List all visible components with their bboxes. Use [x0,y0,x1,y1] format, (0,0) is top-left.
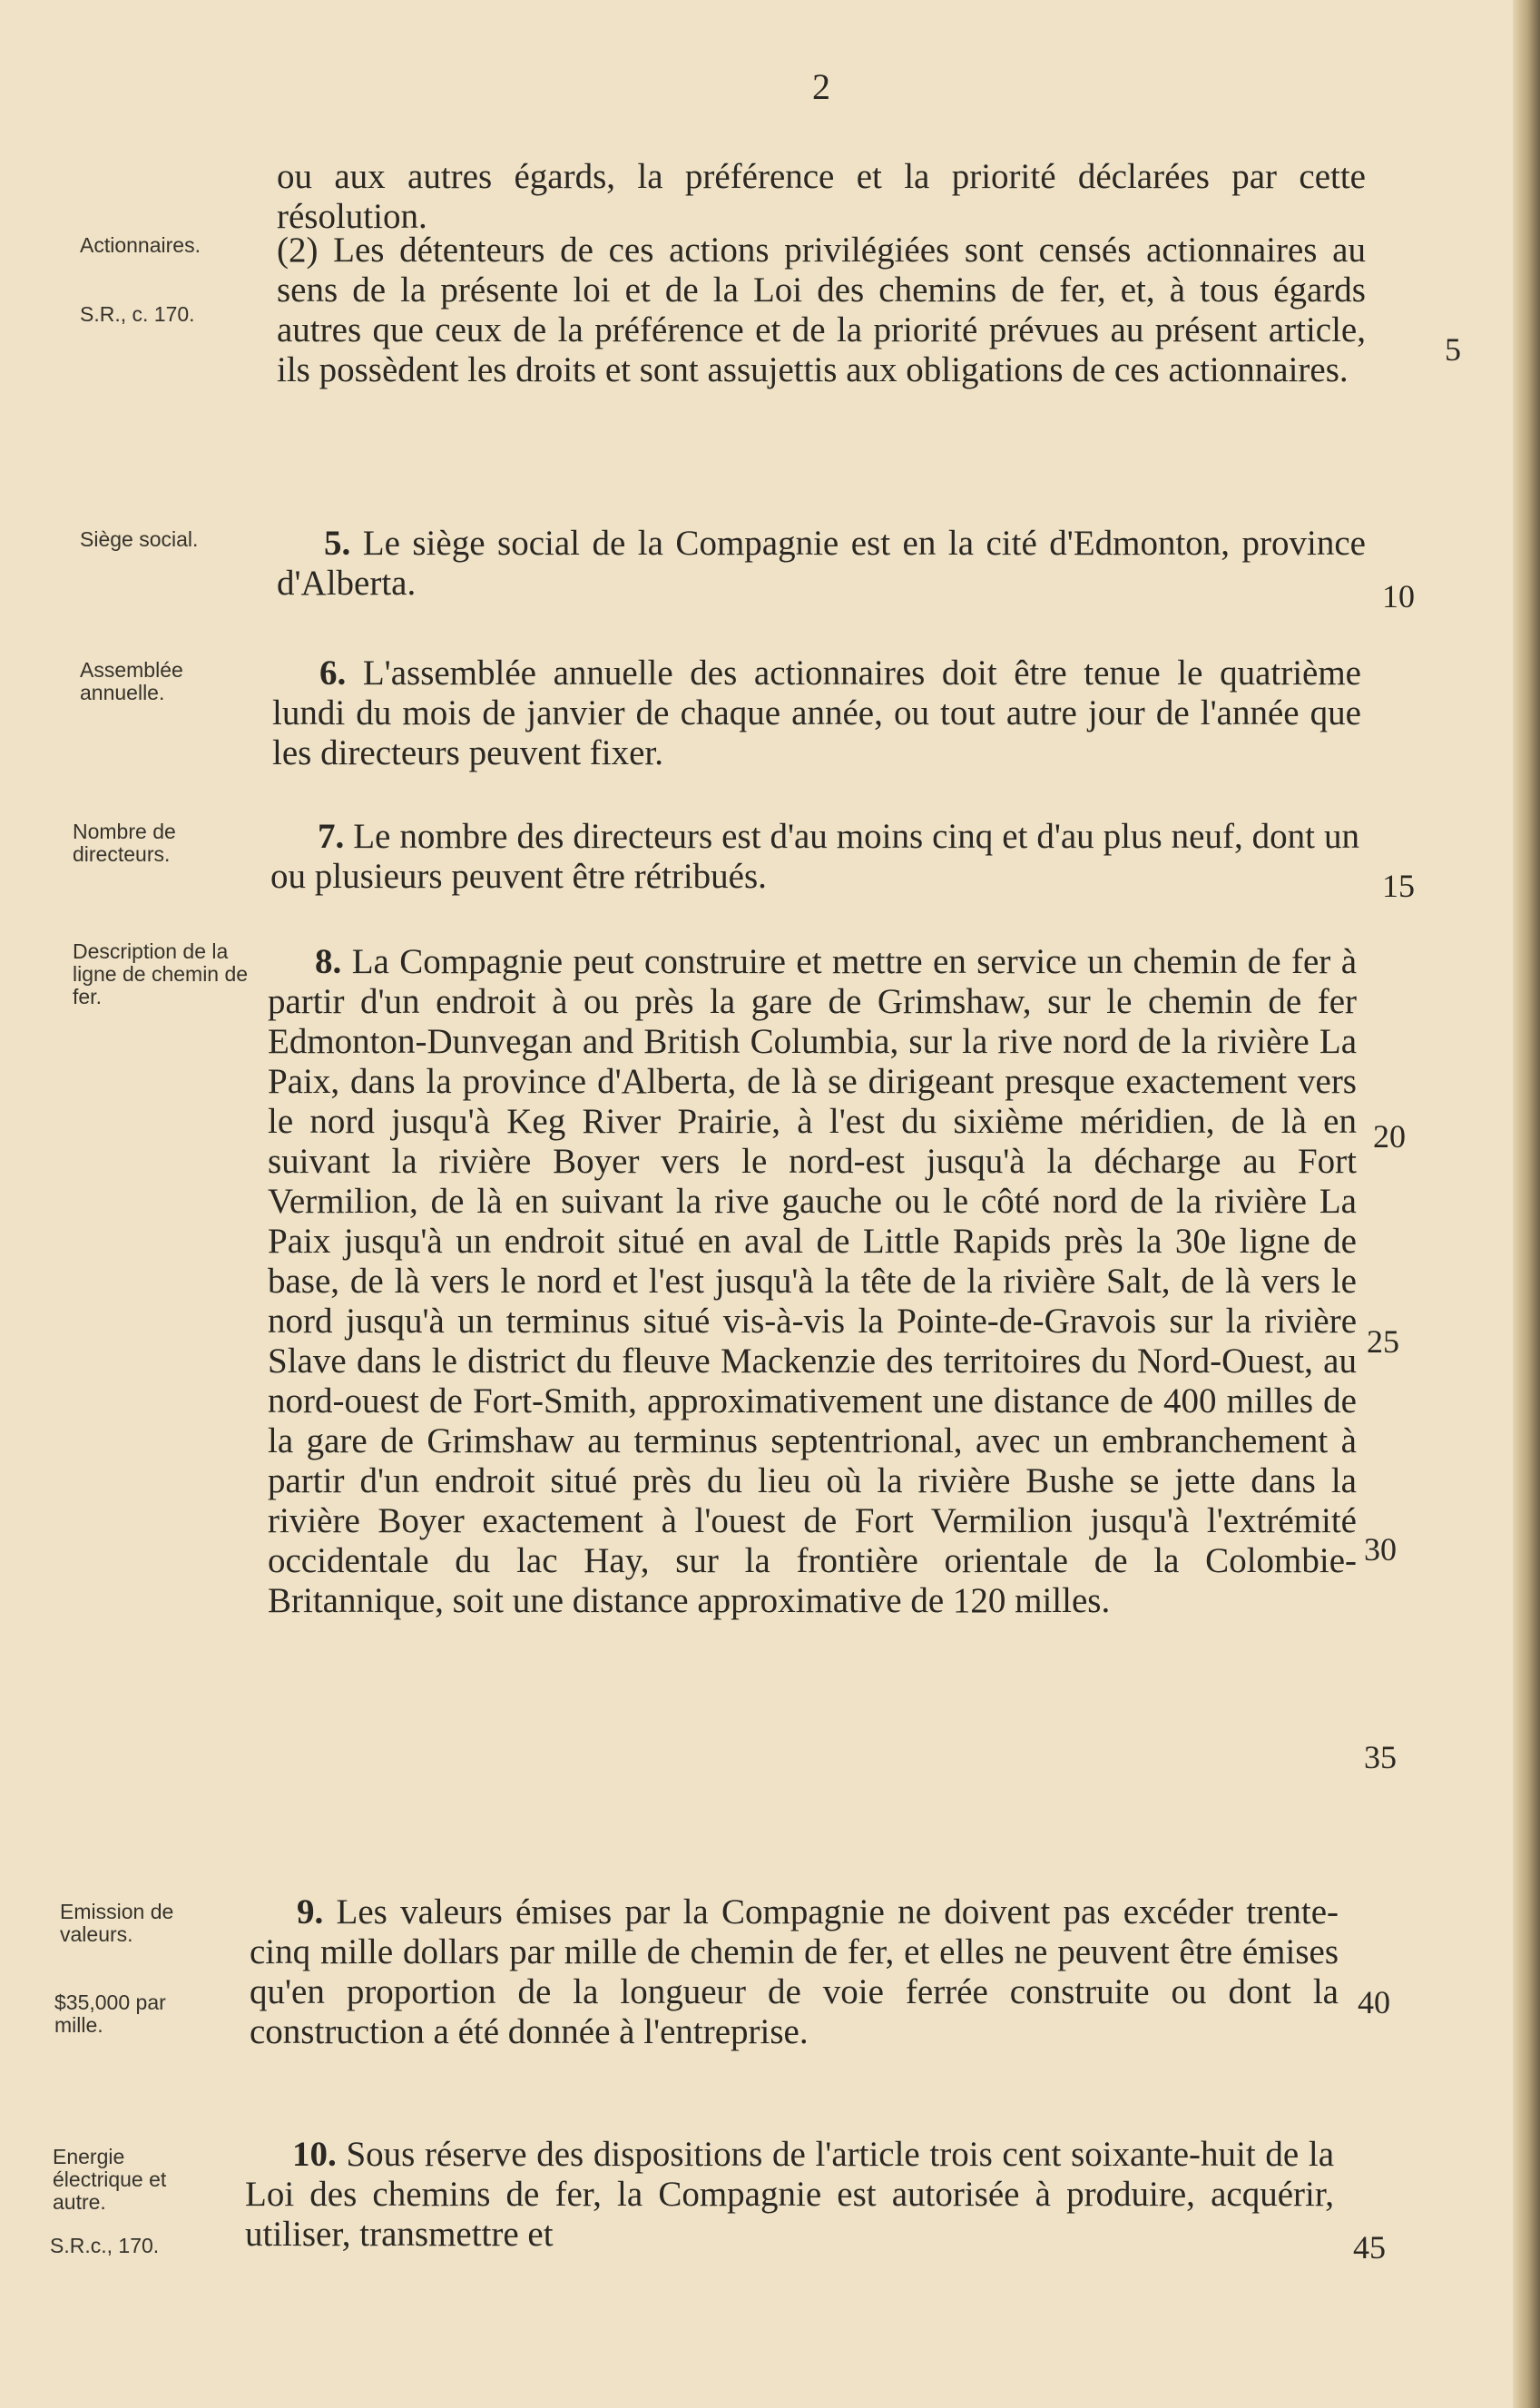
paragraph-text: L'assemblée annuelle des actionnaires doit être tenue le quatrième lundi du mois de janvier de chaque année, ou tout autre jour de l'année que les directeurs peuvent fixer. [272,654,1361,772]
article-number: 9. [297,1892,324,1931]
line-number: 15 [1382,868,1415,904]
paragraph-continuation [277,157,1366,237]
paragraph-body [277,524,1366,604]
article-number: 7. [318,817,345,856]
paragraph-text: Sous réserve des dispositions de l'article trois cent soixante-huit de la Loi des chemins de fer, la Compagnie est autorisée à produire, acquérir, utiliser, transmettre et [245,2135,1335,2254]
paragraph-text: Le nombre des directeurs est d'au moins cinq et d'au plus neuf, dont un ou plusieurs peuvent être rétribués. [270,817,1359,896]
paragraph-text: (2) Les détenteurs de ces actions privilégiées sont censés actionnaires au sens de la présente loi et de la Loi des chemins de fer, et, à tous égards autres que ceux de la préférence et de la priorité prévues au présent article, ils possèdent les droits et sont assujettis aux obligations de ces actionnaires. [277,231,1366,389]
paragraph-body [270,817,1359,897]
margin-note-siege-social: Siège social. [80,527,199,551]
paragraph-article-5 [277,524,1366,604]
paragraph-text: Le siège social de la Compagnie est en la cité d'Edmonton, province d'Alberta. [277,524,1366,603]
page-number: 2 [812,66,830,107]
paragraph-body [268,942,1357,1621]
paragraph-text: La Compagnie peut construire et mettre en service un chemin de fer à partir d'un endroit à ou près la gare de Grimshaw, sur le chemin de fer Edmonton-Dunvegan and British Columbia, sur la rive nord de la rivière La Paix, dans la province d'Alberta, de là se dirigeant presque exactement vers le nord jusqu'à Keg River Prairie, à l'est du sixième méridien, de là en suivant la rivière Boyer vers le nord-est jusqu'à la décharge au Fort Vermilion, de là en suivant la rive gauche ou le côté nord de la rivière La Paix jusqu'à un endroit situé en aval de Little Rapids près la 30e ligne de base, de là vers le nord et l'est jusqu'à la tête de la rivière Salt, de là vers le nord jusqu'à un terminus situé vis-à-vis la Pointe-de-Gravois sur la rivière Slave dans le district du fleuve Mackenzie des territoires du Nord-Ouest, au nord-ouest de Fort-Smith, approximativement une distance de 400 milles de la gare de Grimshaw au terminus septentrional, avec un embranchement à partir d'un endroit situé près du lieu où la rivière Bushe se jette dans la rivière Boyer exactement à l'ouest de Fort Vermilion jusqu'à l'extrémité occidentale du lac Hay, sur la frontière orientale de la Colombie-Britannique, soit une distance approximative de 120 milles. [268,942,1357,1620]
paragraph-article-9 [250,1892,1339,2052]
article-number: 5. [324,524,351,563]
paragraph-body [250,1892,1339,2052]
line-number: 25 [1367,1323,1399,1360]
line-number: 40 [1358,1984,1390,2020]
margin-note-montant-par-mille: $35,000 par mille. [54,1990,166,2037]
line-number: 30 [1364,1531,1397,1568]
margin-note-emission-valeurs: Emission de valeurs. [60,1900,174,1946]
article-number: 10. [292,2135,337,2174]
margin-note-assemblee-annuelle: Assemblée annuelle. [80,658,183,704]
paragraph-body [272,654,1361,773]
margin-note-actionnaires: Actionnaires. [80,233,201,257]
paragraph-text: Les valeurs émises par la Compagnie ne doivent pas excéder trente-cinq mille dollars par mille de chemin de fer, et elles ne peuvent être émises qu'en proportion de la longueur de voie ferrée construite ou dont la construction a été donnée à l'entreprise. [250,1892,1339,2051]
line-number: 45 [1353,2229,1386,2265]
margin-note-description-ligne: Description de la ligne de chemin de fer. [73,939,249,1008]
margin-note-reference: S.R., c. 170. [80,302,195,326]
page-edge-shadow [1513,0,1540,2408]
line-number: 10 [1382,578,1415,614]
paragraph-article-8 [268,942,1357,1621]
article-number: 8. [315,942,342,981]
line-number: 20 [1373,1118,1406,1155]
paragraph-article-10 [245,2135,1334,2255]
line-number: 5 [1445,331,1461,368]
paragraph-actionnaires [277,231,1366,390]
margin-note-nombre-directeurs: Nombre de directeurs. [73,820,176,866]
article-number: 6. [319,654,347,693]
line-number: 35 [1364,1739,1397,1775]
paragraph-body [245,2135,1334,2255]
margin-note-energie-electrique: Energie électrique et autre. [53,2145,167,2214]
paragraph-article-7 [270,817,1359,897]
paragraph-text: ou aux autres égards, la préférence et la priorité déclarées par cette résolution. [277,157,1366,236]
margin-note-reference: S.R.c., 170. [50,2234,160,2257]
paragraph-article-6 [272,654,1361,773]
